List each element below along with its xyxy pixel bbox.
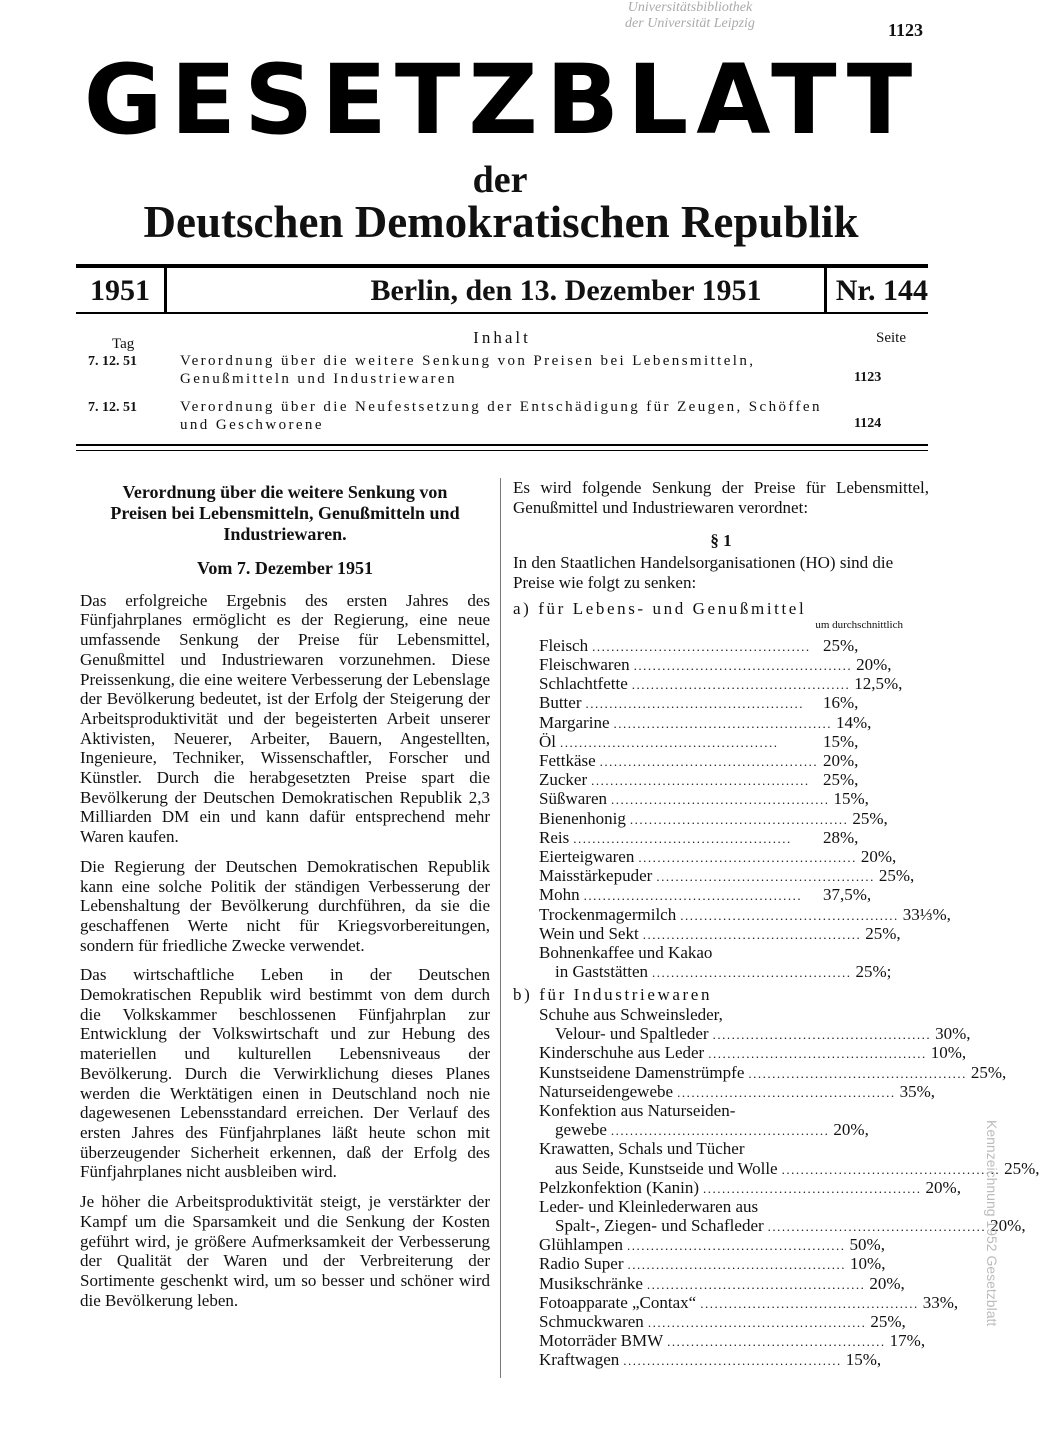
toc-entry[interactable] — [82, 350, 922, 396]
leader-dots: .............................................. — [748, 1065, 967, 1081]
price-item — [539, 693, 879, 712]
price-item — [539, 636, 879, 655]
price-item — [539, 1350, 882, 1370]
leader-dots: .............................................. — [781, 1161, 1001, 1177]
price-item-name: aus Seide, Kunstseide und Wolle — [555, 1158, 778, 1178]
leader-dots: .............................................. — [585, 696, 804, 712]
price-item-name: Fleisch — [539, 635, 589, 655]
price-item-value: 20%, — [833, 1120, 869, 1140]
price-item-name: Kraftwagen — [539, 1350, 620, 1370]
price-item-value: 10%, — [930, 1043, 967, 1063]
price-item — [539, 1177, 961, 1197]
article-paragraph: Die Regierung der Deutschen Demokratischen Republik kann eine solche Politik der ständigen Verbesserung der Lebenshaltung der Bevölkerung durchführen, da sie die geschaffenen Werte nicht für Kriegsvorbereitungen, sondern für friedliche Zwecke verwendet. — [80, 856, 490, 955]
issue-year: 1951 — [90, 274, 150, 307]
price-item-value: 50%, — [849, 1235, 885, 1255]
price-item — [539, 789, 879, 808]
group-a-note: um durchschnittlich — [815, 619, 903, 632]
leader-dots: .............................................. — [573, 830, 792, 846]
price-item — [539, 866, 915, 886]
price-item-name: Leder- und Kleinlederwaren aus — [539, 1196, 759, 1216]
price-item-name: Mohn — [539, 885, 580, 905]
price-item — [539, 1197, 879, 1216]
price-item-name: Wein und Sekt — [539, 923, 639, 943]
price-item — [539, 1024, 971, 1044]
price-item-name: Süßwaren — [539, 789, 607, 809]
price-item-value: 35%, — [899, 1081, 935, 1101]
price-item-name: Konfektion aus Naturseiden- — [539, 1100, 736, 1120]
price-item — [539, 1331, 926, 1351]
price-item-name: Kinderschuhe aus Leder — [539, 1043, 705, 1063]
price-item-name: Musikschränke — [539, 1273, 643, 1293]
price-list-a — [539, 635, 951, 943]
price-item-name: Pelzkonfektion (Kanin) — [539, 1177, 700, 1197]
leader-dots: .............................................. — [667, 1334, 886, 1350]
price-item-name: Reis — [539, 827, 570, 847]
price-item — [539, 732, 879, 751]
masthead-subtitle: Deutschen Demokratischen Republik — [143, 197, 859, 247]
decree-intro: Es wird folgende Senkung der Preise für Lebensmittel, Genußmittel und Industriewaren verordnet: — [513, 478, 929, 517]
price-item-name: Krawatten, Schals und Tücher — [539, 1139, 745, 1159]
price-item — [539, 1312, 906, 1331]
price-item — [539, 655, 892, 675]
price-item-value: 25%; — [855, 962, 892, 982]
article-paragraph: Das erfolgreiche Ergebnis des ersten Jahres des Fünfjahrplanes ermöglicht es der Regierung, eine neue umfassende Senkung der Preise für Lebensmittel, Genußmittel und Industriewaren vorzunehmen. Diese Preissenkung, die eine weitere Verbesserung der Lebenslage der Bevölkerung bedeutet, ist der Erfolg der Steigerung der Arbeitsproduktivität und der begeisterten Arbeit unserer Aktivisten, Neuerer, Arbeiter, Bauern, Angestellten, Ingenieure, Techniker, Wissenschaftler, Forscher und Künstler. Durch die herabgesetzten Preise spart die Bevölkerung der Deutschen Demokratischen Republik 2,3 Milliarden DM ein und kann dafür entsprechend mehr Waren kaufen. — [80, 590, 490, 847]
price-item — [539, 1101, 879, 1120]
issue-headline — [76, 264, 928, 314]
price-item — [539, 1005, 879, 1024]
price-item-value: 25%, — [1004, 1158, 1040, 1178]
price-item — [539, 1043, 967, 1063]
toc-entry[interactable] — [82, 396, 922, 442]
masthead-title: GESETZBLATT — [83, 44, 921, 156]
price-item — [539, 1062, 1007, 1082]
page-number: 1123 — [888, 20, 924, 40]
leader-dots: .............................................. — [631, 677, 851, 693]
price-item — [539, 713, 879, 732]
price-item-name: gewebe — [555, 1120, 607, 1140]
leader-dots: .............................................. — [623, 1353, 842, 1369]
price-item — [539, 962, 892, 982]
toc-entry-page: 1124 — [854, 416, 882, 431]
price-item — [539, 1292, 959, 1312]
price-item-name: Zucker — [539, 770, 588, 790]
price-item-value: 25%, — [865, 923, 901, 943]
leader-dots: .............................................. — [610, 1123, 830, 1139]
section-mark: § 1 — [710, 531, 732, 551]
article-paragraph: Je höher die Arbeitsproduktivität steigt, je verstärkter der Kampf um die Sparsamkeit und die Senkung der Kosten geführt wird, je größere Aufmerksamkeit der Verbesserung der Qualität der Waren und der Verbreiterung der Sortimente geschenkt wird, um so besser und schöner wird die Bevölkerung leben. — [80, 1192, 490, 1310]
price-item-name: Öl — [539, 731, 556, 751]
price-item-value: 25%, — [870, 1312, 906, 1331]
price-item-name: Naturseidengewebe — [539, 1081, 674, 1101]
price-item-value: 28%, — [823, 827, 859, 847]
price-item-name: Schuhe aus Schweinsleder, — [539, 1005, 723, 1024]
price-item-value: 25%, — [823, 635, 859, 655]
price-item — [539, 1081, 935, 1101]
price-item — [539, 1139, 879, 1158]
left-column — [80, 478, 490, 1320]
price-item — [539, 1235, 885, 1255]
leader-dots: .............................................. — [629, 811, 849, 827]
toc-tag-label: Tag — [112, 336, 135, 352]
price-item-value: 17%, — [889, 1331, 926, 1351]
price-item — [539, 885, 879, 904]
price-item — [539, 828, 879, 847]
leader-dots: .............................................. — [677, 1084, 896, 1100]
masthead-der: der — [472, 159, 528, 201]
library-stamp — [560, 0, 820, 32]
price-item-value: 15%, — [823, 731, 859, 751]
price-item-value: 20%, — [869, 1273, 905, 1293]
price-item — [539, 751, 879, 770]
section-separator — [76, 444, 928, 451]
leader-dots: .............................................. — [560, 734, 779, 750]
price-item-value: 25%, — [970, 1062, 1007, 1082]
leader-dots: .............................................. — [656, 869, 875, 885]
leader-dots: .............................................. — [642, 926, 862, 942]
issue-date: Berlin, den 13. Dezember 1951 — [370, 274, 762, 307]
price-item-value: 30%, — [935, 1024, 971, 1044]
toc-entry-date: 7. 12. 51 — [88, 400, 137, 415]
price-item-name: Radio Super — [539, 1254, 624, 1274]
price-item-name: Bienenhonig — [539, 808, 626, 828]
group-b-label: b) für Industriewaren — [513, 985, 713, 1005]
toc-entry-title: Verordnung über die Neufestsetzung der Entschädigung für Zeugen, Schöffen und Geschworene — [180, 399, 822, 433]
price-item-value: 20%, — [823, 751, 859, 771]
price-item — [539, 1158, 1040, 1178]
issue-number: Nr. 144 — [835, 274, 928, 307]
leader-dots: .............................................. — [633, 658, 853, 674]
leader-dots: .............................................. — [638, 849, 857, 865]
table-of-contents — [82, 326, 922, 442]
price-item-name: Fettkäse — [539, 751, 596, 771]
price-item-value: 37,5%, — [823, 885, 872, 905]
price-item-value: 12,5%, — [854, 674, 903, 694]
article-paragraph: Das wirtschaftliche Leben in der Deutschen Demokratischen Republik wird bestimmt von dem durch die Volkskammer beschlossenen Fünfjahrplan zur Entwicklung der Volkswirtschaft und zur Hebung des materiellen und kulturellen Lebensniveaus der Bevölkerung. Durch die Verwirklichung dieses Planes werden die Werktätigen einen in Deutschland noch nie dagewesenen Lebensstandard erreichen. Der Verlauf des ersten Jahres des Fünfjahrplanes läßt heute schon mit überzeugender Sicherheit erkennen, daß der Erfolg des Fünfjahrplanes nicht ausbleiben wird. — [80, 965, 490, 1182]
price-item-name: Kunstseidene Damenstrümpfe — [539, 1062, 745, 1082]
leader-dots: .......................................... — [652, 965, 852, 981]
price-item-name: Motorräder BMW — [539, 1331, 664, 1351]
leader-dots: .............................................. — [646, 1276, 866, 1292]
price-item-value: 20%, — [990, 1216, 1026, 1236]
price-item-name: Fotoapparate „Contax“ — [539, 1292, 697, 1312]
price-item-name: in Gaststätten — [555, 962, 649, 982]
price-item-value: 15%, — [845, 1350, 882, 1370]
leader-dots: .............................................. — [680, 907, 899, 923]
leader-dots: .............................................. — [700, 1295, 919, 1311]
leader-dots: .............................................. — [767, 1219, 987, 1235]
price-item-name: Maisstärkepuder — [539, 866, 653, 886]
price-item-value: 14%, — [836, 712, 872, 732]
leader-dots: .............................................. — [627, 1238, 846, 1254]
article-date: Vom 7. Dezember 1951 — [197, 558, 373, 578]
price-list-a-last — [539, 942, 892, 982]
headline-divider — [164, 268, 167, 312]
price-item — [539, 1254, 886, 1274]
toc-seite-label: Seite — [876, 330, 906, 346]
stamp-line-1: Universitätsbibliothek — [627, 0, 753, 15]
price-item — [539, 923, 901, 943]
price-item-name: Eierteigwaren — [539, 846, 635, 866]
price-item-value: 15%, — [833, 789, 869, 809]
price-item-value: 10%, — [850, 1254, 886, 1274]
price-item-name: Glühlampen — [539, 1235, 624, 1255]
price-item — [539, 1273, 905, 1293]
price-item-value: 33%, — [922, 1292, 959, 1312]
price-item-value: 20%, — [856, 655, 892, 675]
price-item-name: Fleischwaren — [539, 655, 630, 675]
price-item-value: 25%, — [823, 770, 859, 790]
toc-entry-page: 1123 — [854, 370, 882, 385]
section-text: In den Staatlichen Handelsorganisationen (HO) sind die Preise wie folgt zu senken: — [513, 553, 894, 592]
leader-dots: .............................................. — [583, 888, 803, 904]
price-item-name: Butter — [539, 693, 582, 713]
price-item-name: Spalt-, Ziegen- und Schafleder — [555, 1216, 764, 1236]
price-item — [539, 904, 951, 924]
price-item — [539, 846, 897, 866]
leader-dots: .............................................. — [708, 1046, 927, 1062]
leader-dots: .............................................. — [610, 792, 830, 808]
toc-entry-title: Verordnung über die weitere Senkung von Preisen bei Lebensmitteln, Genußmitteln und Industriewaren — [180, 353, 756, 387]
leader-dots: .............................................. — [592, 638, 811, 654]
article-title: Verordnung über die weitere Senkung von Preisen bei Lebensmitteln, Genußmitteln und Industriewaren. — [110, 482, 460, 544]
leader-dots: .............................................. — [599, 754, 819, 770]
price-item — [539, 1216, 1026, 1236]
price-item-name: Schlachtfette — [539, 674, 628, 694]
leader-dots: .............................................. — [703, 1180, 922, 1196]
price-item — [539, 1120, 879, 1139]
group-a-label: a) für Lebens- und Genußmittel — [513, 598, 807, 618]
price-item — [539, 808, 888, 828]
price-item-value: 25%, — [878, 866, 915, 886]
price-item — [539, 770, 879, 789]
leader-dots: .............................................. — [627, 1257, 847, 1273]
column-divider — [500, 478, 501, 1378]
price-item-value: 20%, — [860, 846, 897, 866]
price-item-name: Trockenmagermilch — [539, 904, 677, 924]
price-item-name: Margarine — [539, 712, 610, 732]
margin-note: Kennzeichnung 1952 Gesetzblatt — [984, 1120, 1000, 1327]
price-item-value: 16%, — [823, 693, 859, 713]
leader-dots: .............................................. — [647, 1315, 867, 1330]
leader-dots: .............................................. — [591, 773, 810, 789]
leader-dots: .............................................. — [712, 1027, 932, 1043]
stamp-line-2: der Universität Leipzig — [625, 16, 755, 31]
toc-inhalt-label: Inhalt — [473, 328, 531, 347]
price-item-value: 20%, — [925, 1177, 961, 1197]
price-item-name: Bohnenkaffee und Kakao — [539, 942, 713, 962]
price-item-name: Schmuckwaren — [539, 1312, 644, 1331]
price-item-name: Velour- und Spaltleder — [555, 1024, 709, 1044]
toc-entry-date: 7. 12. 51 — [88, 354, 137, 369]
price-item-value: 33⅓%, — [902, 904, 951, 924]
leader-dots: .............................................. — [613, 715, 832, 731]
price-item-value: 25%, — [852, 808, 888, 828]
price-item — [539, 674, 903, 694]
headline-divider — [824, 268, 827, 312]
